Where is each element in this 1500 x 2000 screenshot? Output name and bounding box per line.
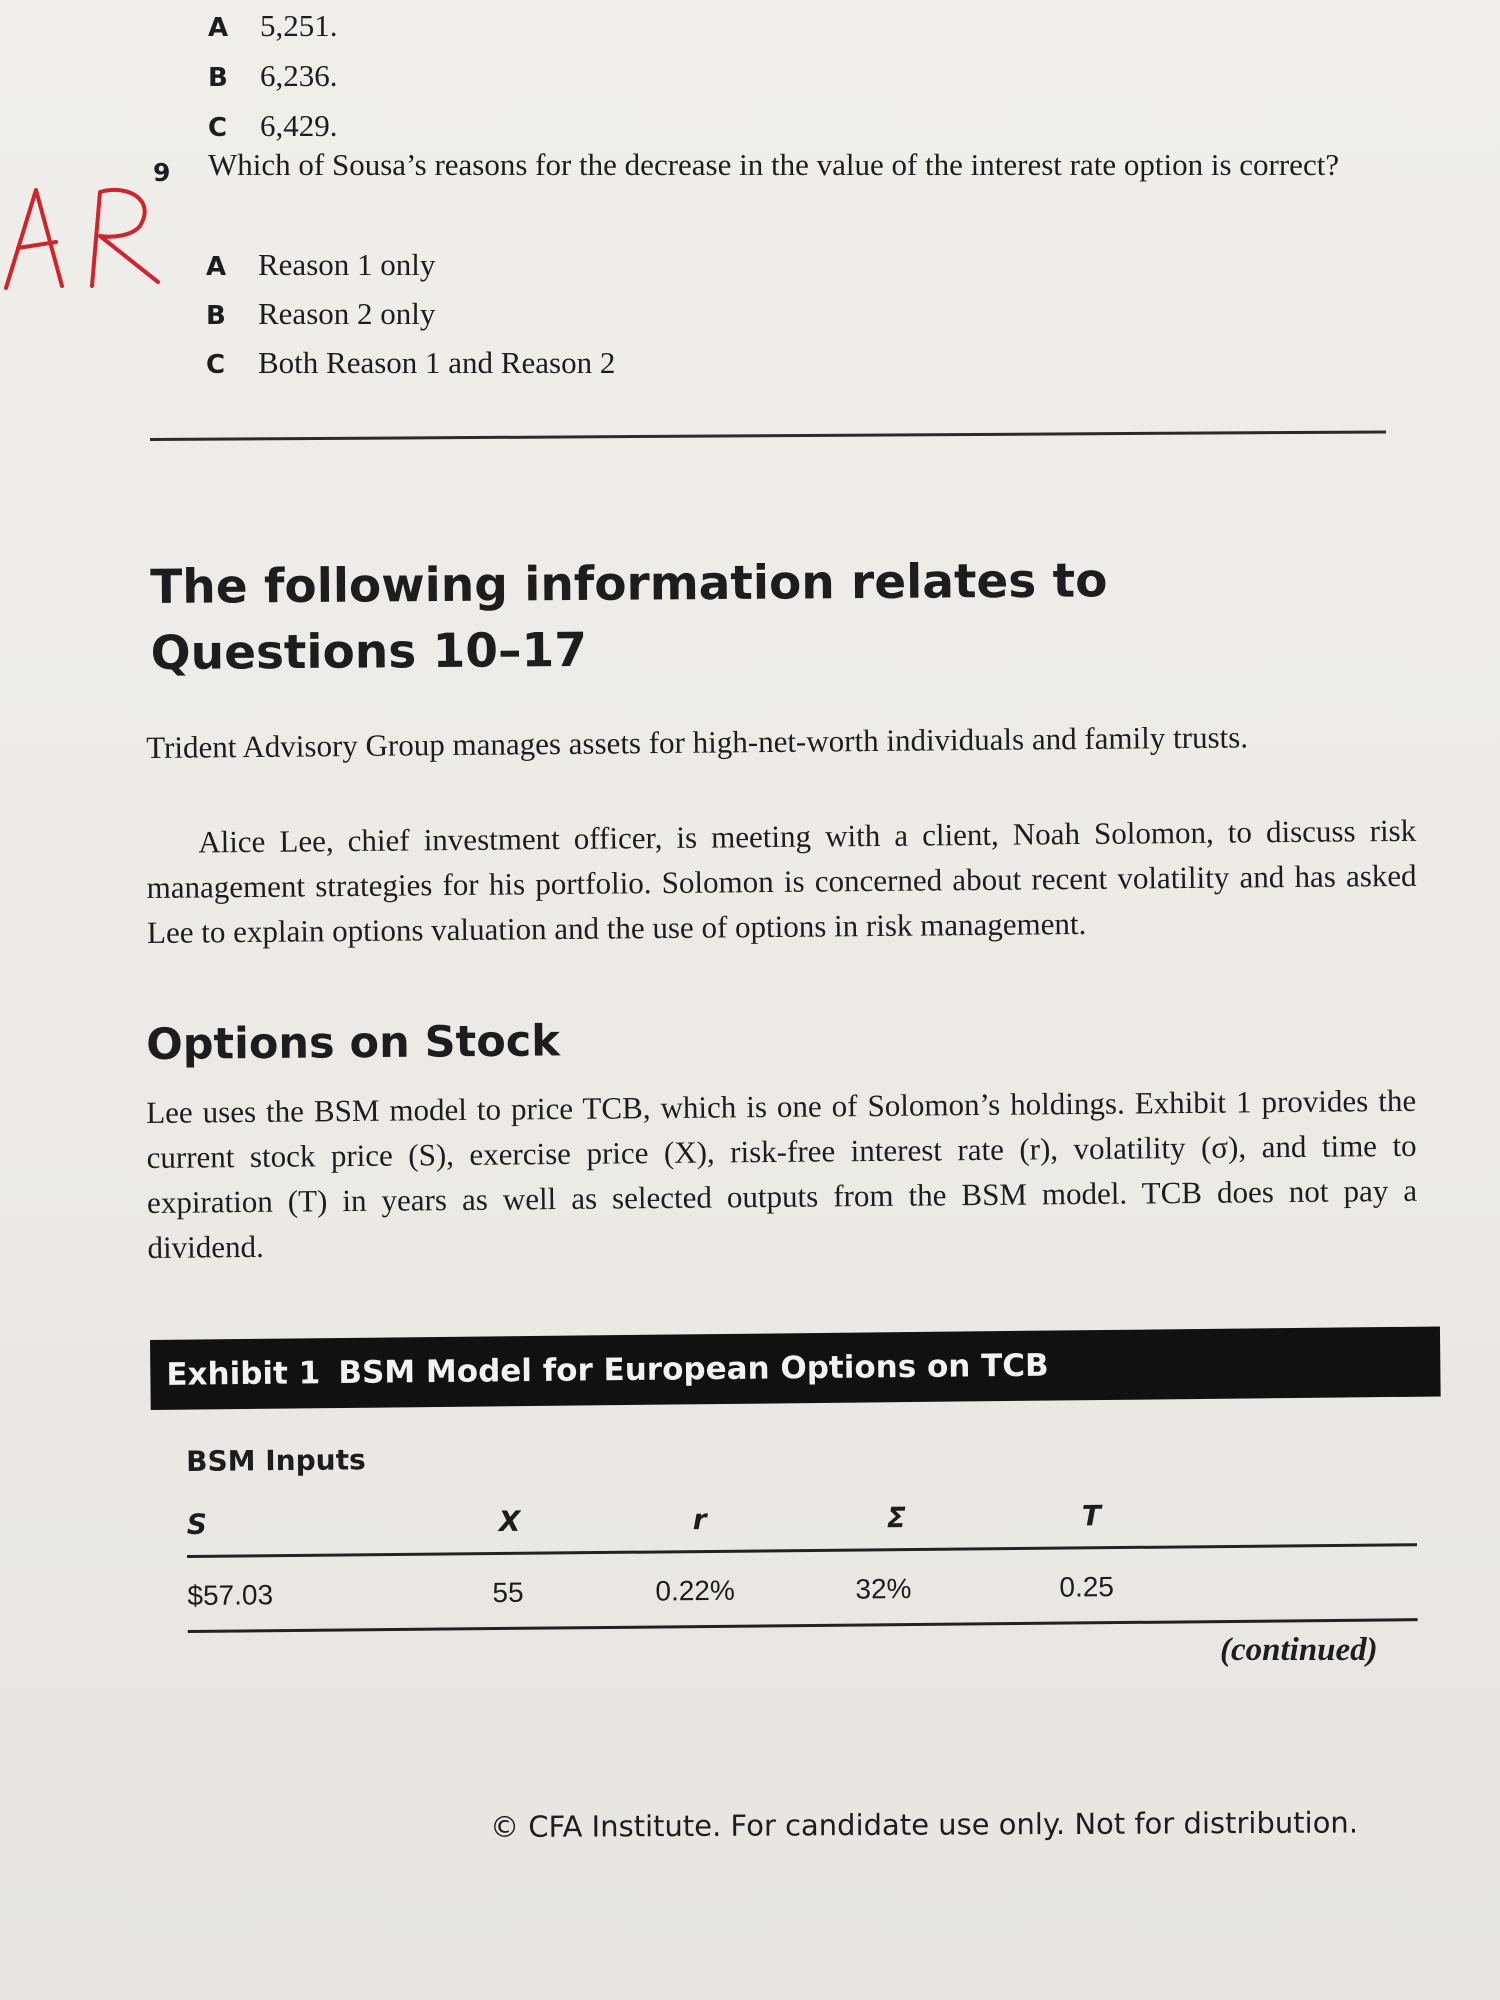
intro-paragraph: Trident Advisory Group manages assets for high-net-worth individuals and family trusts. [146,719,1249,765]
choice-text: Both Reason 1 and Reason 2 [258,345,616,380]
cell-r-value: 0.22% [655,1574,735,1607]
section-heading: The following information relates to Questions 10–17 [150,553,1108,681]
cell-s-value: $57.03 [187,1579,274,1611]
continued-note: (continued) [1220,1632,1378,1668]
q9-choice-c [206,343,615,385]
cell-sigma-value: 32% [855,1573,912,1605]
context-paragraph: Alice Lee, chief investment officer, is meeting with a client, Noah Solomon, to discuss risk management strategies for his portfolio. Solomon is concerned about recent volatility and has asked Lee to explain options valuation and the use of options in risk management. [146,812,1417,950]
choice-text: 5,251. [260,8,338,43]
choice-text: Reason 1 only [258,247,436,282]
choice-text: Reason 2 only [258,296,436,331]
table-header-row [186,1483,1417,1555]
subsection-paragraph: Lee uses the BSM model to price TCB, which is one of Solomon’s holdings. Exhibit 1 provides the current stock price (S), exercise price (X), risk-free interest rate (r), volatility (σ), and time to expiration (T) in years as well as selected outputs from the BSM model. TCB does not pay a dividend. [146,1082,1418,1265]
cell-x-value: 55 [492,1576,524,1609]
choice-text: 6,236. [260,58,338,93]
section-divider [150,430,1386,441]
question-number: 9 [153,158,171,187]
choice-letter: C [208,113,228,143]
q9-choice-b [206,294,435,336]
exhibit-title: BSM Model for European Options on TCB [338,1347,1049,1392]
exhibit-table [186,1433,1418,1633]
col-header-s: S [186,1507,208,1541]
exhibit-header [150,1326,1441,1410]
col-header-t: T [1081,1499,1101,1533]
question-text: Which of Sousa’s reasons for the decrease in the value of the interest rate option is correct? [208,147,1340,182]
choice-letter: C [206,350,226,380]
handwritten-annotation [0,178,170,298]
subsection-heading: Options on Stock [146,1016,561,1070]
prev-choice-b [208,56,338,98]
prev-choice-a [208,6,338,48]
cell-t-value: 0.25 [1059,1571,1115,1603]
choice-letter: A [208,13,229,43]
choice-letter: A [206,252,227,282]
col-header-x: X [498,1504,521,1539]
col-header-r: r [692,1503,707,1537]
exhibit-label: Exhibit 1 [166,1355,321,1393]
table-row [187,1554,1418,1626]
col-header-sigma: Σ [886,1501,907,1535]
table-section-label: BSM Inputs [186,1443,366,1478]
choice-text: 6,429. [260,108,338,143]
choice-letter: B [206,301,226,331]
q9-choice-a [206,245,435,287]
choice-letter: B [208,63,228,93]
copyright-footer: © CFA Institute. For candidate use only. Not for distribution. [490,1805,1359,1844]
